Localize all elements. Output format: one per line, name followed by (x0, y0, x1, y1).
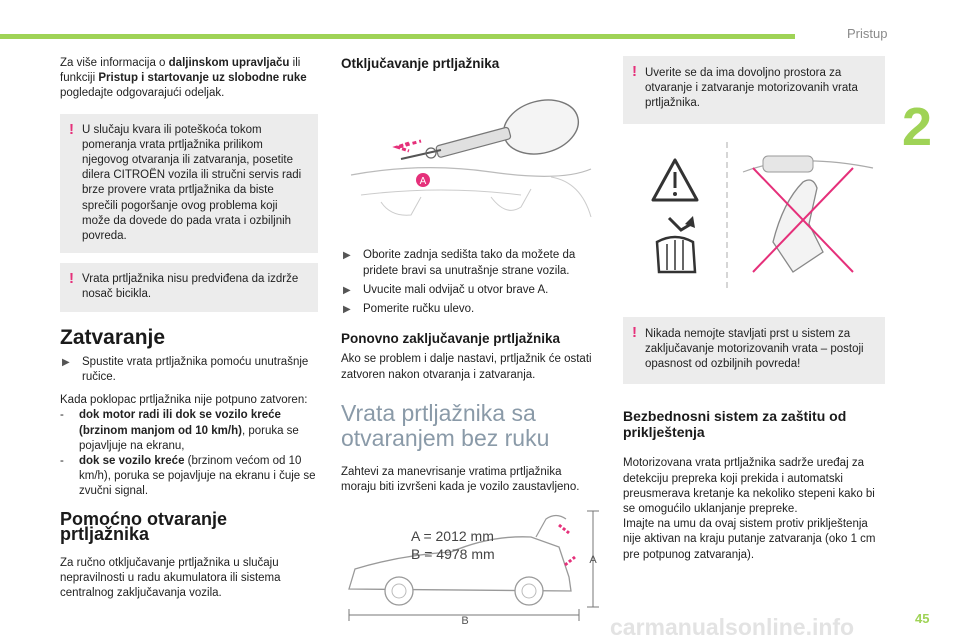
heading-hands-free: Vrata prtljažnika sa otvaranjem bez ruku (341, 399, 550, 451)
warning-triangle-icon (653, 160, 697, 200)
arrow-right-icon: ▶ (343, 304, 351, 316)
warning-box-finger: ! Nikada nemojte stavljati prst u sistem za zaključavanje motorizovanih vrata – postoji opasnost od ozbiljnih povreda! (623, 317, 885, 385)
arrow-right-icon: ▶ (343, 284, 351, 296)
exclamation-icon: ! (69, 270, 74, 288)
exclamation-icon: ! (69, 120, 74, 138)
trunk-lock-illustration (341, 77, 599, 227)
section-label: Pristup (847, 26, 888, 41)
warning-box-space: ! Uverite se da ima dovoljno prostora za otvaranje i zatvaranje motorizovanih vrata prtljažnika. (623, 56, 885, 124)
warning-box-bike-rack: ! Vrata prtljažnika nisu predviđena da izdrže nosač bicikla. (60, 263, 318, 311)
watermark: carmanualsonline.info (610, 614, 855, 640)
anti-pinch-paragraph-1: Motorizovana vrata prtljažnika sadrže uređaj za detekciju prepreka koji prekida i automatski preusmerava kretanje ka nekoliko stepeni kako bi se omogućilo uklanjanje prepreke. (623, 457, 875, 516)
closing-item-1: - dok motor radi ili dok se vozilo kreće (brzinom manjom od 10 km/h), poruka se pojavljuje na ekranu, (60, 409, 299, 452)
heading-anti-pinch: Bezbednosni sistem za zaštitu od priklještenja (623, 408, 847, 441)
unlock-steps (341, 248, 599, 317)
unlock-step-2: ▶ Uvucite mali odvijač u otvor brave A. (341, 283, 599, 298)
hands-free-paragraph: Zahtevi za manevrisanje vratima prtljažnika moraju biti izvršeni kada je vozilo zaustavljeno. (341, 465, 580, 494)
dimension-a-label: A (589, 554, 597, 567)
top-accent-bar (0, 34, 795, 39)
warning-box-malfunction: ! U slučaju kvara ili poteškoća tokom pomeranja vrata prtljažnika prilikom njegovog otvaranja ili zatvaranja, posetite dilera CITROËN vozila ili stručni servis radi brze provere vrata prtljažnika da biste sprečili pogoršanje ovog problema koji može da dovede do pada vrata i ozbiljnih povreda. (60, 114, 318, 254)
unlock-step-1: ▶ Oborite zadnja sedišta tako da možete da pridete bravi sa unutrašnje strane vozila. (343, 249, 576, 277)
heading-auxiliary-opening: Pomoćno otvaranje prtljažnika (60, 508, 228, 544)
pinch-hand-icon (657, 216, 695, 272)
label-a-text: A (419, 176, 427, 188)
finger-hazard-illustration (623, 132, 885, 302)
closing-bullet: ▶ Spustite vrata prtljažnika pomoću unutrašnje ručice. (62, 355, 309, 384)
exclamation-icon: ! (632, 323, 637, 341)
car-dimensions-illustration (341, 507, 603, 625)
heading-unlocking: Otključavanje prtljažnika (341, 56, 500, 71)
column-left (60, 56, 318, 608)
column-middle (341, 56, 599, 630)
car-length-value: B = 4978 mm (411, 546, 495, 563)
intro-paragraph: Za više informacija o daljinskom upravljaču ili funkciji Pristup i startovanje uz slobodne ruke pogledajte odgovarajući odeljak. (60, 57, 307, 100)
relock-paragraph: Ako se problem i dalje nastavi, prtljažnik će ostati zatvoren nakon otvaranja i zatvaranja. (341, 353, 592, 381)
car-height-value: A = 2012 mm (411, 528, 494, 545)
heading-closing: Zatvaranje (60, 325, 166, 349)
exclamation-icon: ! (632, 63, 637, 80)
anti-pinch-paragraph-2: Imajte na umu da ovaj sistem protiv priklještenja nije aktivan na kraju putanje zatvaranja (oko 1 cm pre potpunog zatvaranja). (623, 518, 876, 561)
closing-item-2: - dok se vozilo kreće (brzinom većom od 10 km/h), poruka se pojavljuje na ekranu i čuje se zvučni signal. (60, 455, 316, 498)
column-right (623, 56, 885, 569)
arrow-right-icon: ▶ (62, 356, 70, 368)
dimension-b-label: B (461, 615, 469, 626)
arrow-right-icon: ▶ (343, 250, 351, 262)
auxiliary-paragraph: Za ručno otključavanje prtljažnika u slučaju nepravilnosti u radu akumulatora ili sistema centralnog zaključavanja vozila. (60, 557, 281, 600)
chapter-number: 2 (902, 97, 933, 157)
closing-paragraph: Kada poklopac prtljažnika nije potpuno zatvoren: (60, 394, 308, 407)
page-number: 45 (915, 611, 930, 626)
unlock-step-3: ▶ Pomerite ručku ulevo. (341, 302, 599, 317)
heading-relocking: Ponovno zaključavanje prtljažnika (341, 331, 561, 347)
